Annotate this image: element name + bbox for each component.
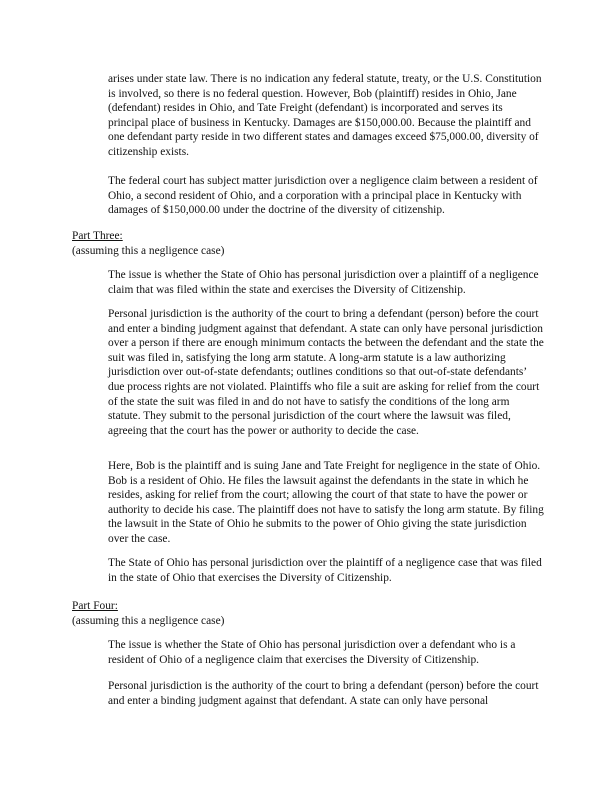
part-four-note: (assuming this a negligence case) — [72, 614, 225, 627]
part-four-heading — [72, 599, 224, 628]
part-three-heading — [72, 229, 224, 258]
part-four-paragraph-1: The issue is whether the State of Ohio has personal jurisdiction over a defendant who is a resident of Ohio of a negligence claim that exercises the Diversity of Citizenship. — [108, 639, 516, 666]
part-three-title: Part Three: — [72, 230, 123, 242]
part-three-paragraph-2: Personal jurisdiction is the authority of the court to bring a defendant (person) before the court and enter a binding judgment against that defendant. A state can only have personal jurisdiction over a person if there are enough minimum contacts the between the defendant and the state the suit was filed in, satisfying the long arm statute. A long-arm statute is a law authorizing jurisdiction over out-of-state defendants; outlines conditions so that out-of-state defendants’ due process rights are not violated. Plaintiffs who file a suit are asking for relief from the court of the state the suit was filed in and do not have to satisfy the conditions of the long arm statute. They submit to the personal jurisdiction of the court where the lawsuit was filed, agreeing that the court has the power or authority to decide the case. — [108, 308, 544, 437]
intro-paragraph-2: The federal court has subject matter jurisdiction over a negligence claim between a resident of Ohio, a second resident of Ohio, and a corporation with a principal place in Kentucky with damages of $150,000.00 under the doctrine of the diversity of citizenship. — [108, 175, 538, 217]
part-four-title: Part Four: — [72, 600, 118, 612]
part-three-note: (assuming this a negligence case) — [72, 244, 225, 257]
part-three-paragraph-3: Here, Bob is the plaintiff and is suing Jane and Tate Freight for negligence in the state of Ohio. Bob is a resident of Ohio. He files the lawsuit against the defendants in the state in which he resides, asking for relief from the court; allowing the court of that state to have the power or authority to decide his case. The plaintiff does not have to satisfy the long arm statute. By filing the lawsuit in the State of Ohio he submits to the power of Ohio giving the state jurisdiction over the case. — [108, 460, 544, 545]
part-three-paragraph-4: The State of Ohio has personal jurisdiction over the plaintiff of a negligence case that was filed in the state of Ohio that exercises the Diversity of Citizenship. — [108, 557, 542, 584]
intro-paragraph-1: arises under state law. There is no indication any federal statute, treaty, or the U.S. Constitution is involved, so there is no federal question. However, Bob (plaintiff) resides in Ohio, Jane (defendant) resides in Ohio, and Tate Freight (defendant) is incorporated and serves its principal place of business in Kentucky. Damages are $150,000.00. Because the plaintiff and one defendant party reside in two different states and damages exceed $75,000.00, diversity of citizenship exists. — [108, 73, 542, 158]
part-three-paragraph-1: The issue is whether the State of Ohio has personal jurisdiction over a plaintiff of a negligence claim that was filed within the state and exercises the Diversity of Citizenship. — [108, 269, 539, 296]
part-four-paragraph-2: Personal jurisdiction is the authority of the court to bring a defendant (person) before the court and enter a binding judgment against that defendant. A state can only have personal — [108, 680, 539, 707]
